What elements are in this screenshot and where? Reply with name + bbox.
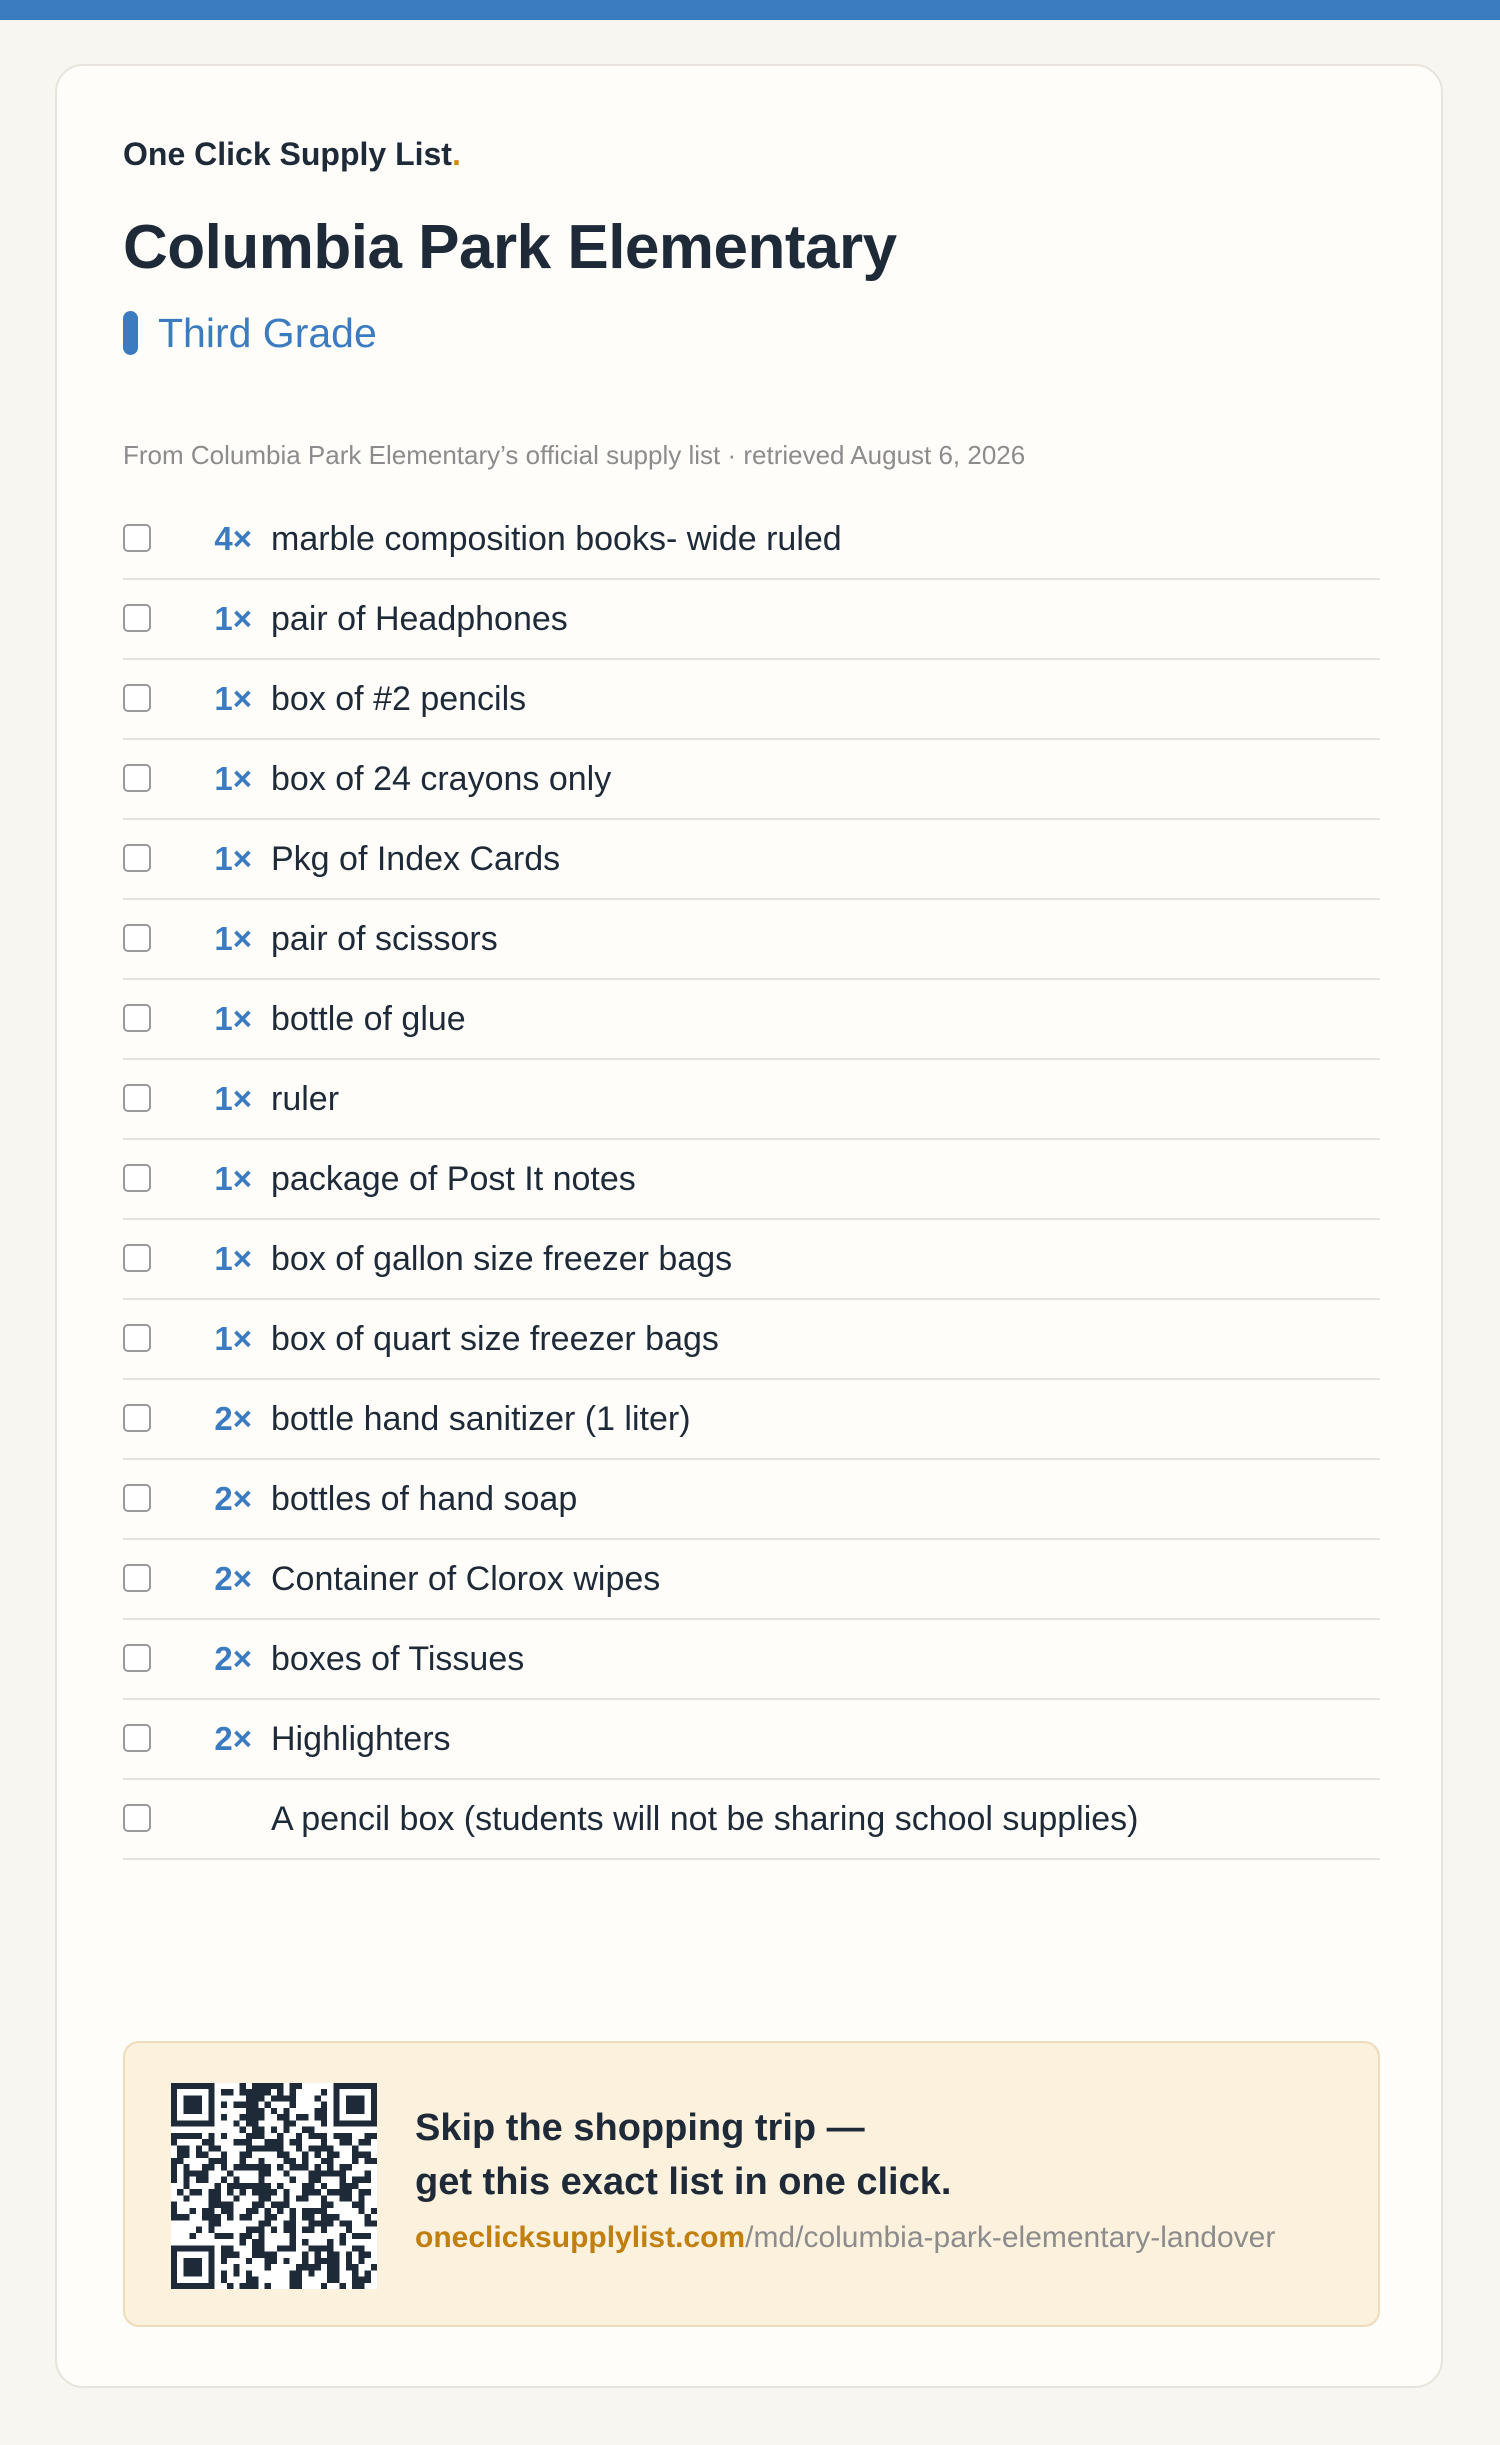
list-item[interactable] [123, 1380, 1380, 1460]
item-quantity: 1× [214, 760, 252, 797]
list-item[interactable] [123, 1540, 1380, 1620]
promo-headline-line2: get this exact list in one click. [415, 2161, 952, 2203]
list-item[interactable] [123, 900, 1380, 980]
item-quantity: 1× [214, 840, 252, 877]
item-quantity: 1× [214, 1080, 252, 1117]
item-name: package of Post It notes [271, 1159, 636, 1198]
item-name: ruler [271, 1079, 340, 1118]
item-name: pair of Headphones [271, 599, 568, 638]
item-quantity: 1× [214, 1160, 252, 1197]
item-quantity: 2× [214, 1640, 252, 1677]
grade-label: Third Grade [158, 309, 377, 356]
promo-link[interactable] [415, 2221, 1275, 2255]
item-name: pair of scissors [271, 919, 498, 958]
list-item[interactable] [123, 500, 1380, 580]
grade-heading [123, 310, 377, 356]
item-name: boxes of Tissues [271, 1639, 525, 1678]
item-name: Highlighters [271, 1719, 451, 1758]
list-item[interactable] [123, 1700, 1380, 1780]
item-quantity: 2× [214, 1560, 252, 1597]
item-quantity: 1× [214, 680, 252, 717]
item-quantity: 2× [214, 1400, 252, 1437]
list-item[interactable] [123, 1300, 1380, 1380]
list-item[interactable] [123, 1620, 1380, 1700]
item-name: Pkg of Index Cards [271, 839, 561, 878]
list-item[interactable] [123, 820, 1380, 900]
item-name: Container of Clorox wipes [271, 1559, 661, 1598]
list-item[interactable] [123, 1220, 1380, 1300]
item-quantity: 1× [214, 1000, 252, 1037]
list-item[interactable] [123, 1140, 1380, 1220]
item-name: box of 24 crayons only [271, 759, 612, 798]
list-item[interactable] [123, 580, 1380, 660]
promo-link-path[interactable]: /md/columbia-park-elementary-landover [745, 2221, 1276, 2254]
list-item[interactable] [123, 1780, 1380, 1860]
brand-dot: . [451, 136, 461, 172]
item-name: bottle hand sanitizer (1 liter) [271, 1399, 691, 1438]
grade-marker [123, 311, 138, 355]
item-name: A pencil box (students will not be sharing school supplies) [271, 1799, 1139, 1838]
brand-name: One Click Supply List [123, 136, 452, 172]
promo-banner [123, 2041, 1380, 2327]
supply-list [123, 500, 1380, 1860]
source-note: From Columbia Park Elementary’s official supply list · retrieved August 6, 2026 [123, 440, 1026, 470]
promo-headline-line1: Skip the shopping trip — [415, 2107, 865, 2149]
list-item[interactable] [123, 740, 1380, 820]
list-item[interactable] [123, 660, 1380, 740]
item-quantity: 1× [214, 1240, 252, 1277]
item-quantity: 4× [214, 520, 252, 557]
list-item[interactable] [123, 980, 1380, 1060]
promo-link-domain[interactable]: oneclicksupplylist.com [415, 2221, 746, 2254]
item-name: bottles of hand soap [271, 1479, 578, 1518]
item-quantity: 2× [214, 1480, 252, 1517]
top-accent-bar [0, 0, 1500, 20]
item-quantity: 1× [214, 920, 252, 957]
item-checkbox[interactable] [123, 1804, 151, 1832]
qr-code-icon[interactable] [171, 2083, 377, 2289]
brand-logo [123, 136, 461, 173]
item-name: box of gallon size freezer bags [271, 1239, 733, 1278]
item-quantity: 2× [214, 1720, 252, 1757]
item-name: bottle of glue [271, 999, 466, 1038]
item-name: box of quart size freezer bags [271, 1319, 719, 1358]
item-quantity: 1× [214, 600, 252, 637]
item-name: marble composition books- wide ruled [271, 519, 842, 558]
page-title: Columbia Park Elementary [123, 213, 897, 282]
list-item[interactable] [123, 1460, 1380, 1540]
list-item[interactable] [123, 1060, 1380, 1140]
item-name: box of #2 pencils [271, 679, 527, 718]
promo-headline [415, 2101, 951, 2209]
item-quantity: 1× [214, 1320, 252, 1357]
supply-list-card [55, 64, 1443, 2388]
